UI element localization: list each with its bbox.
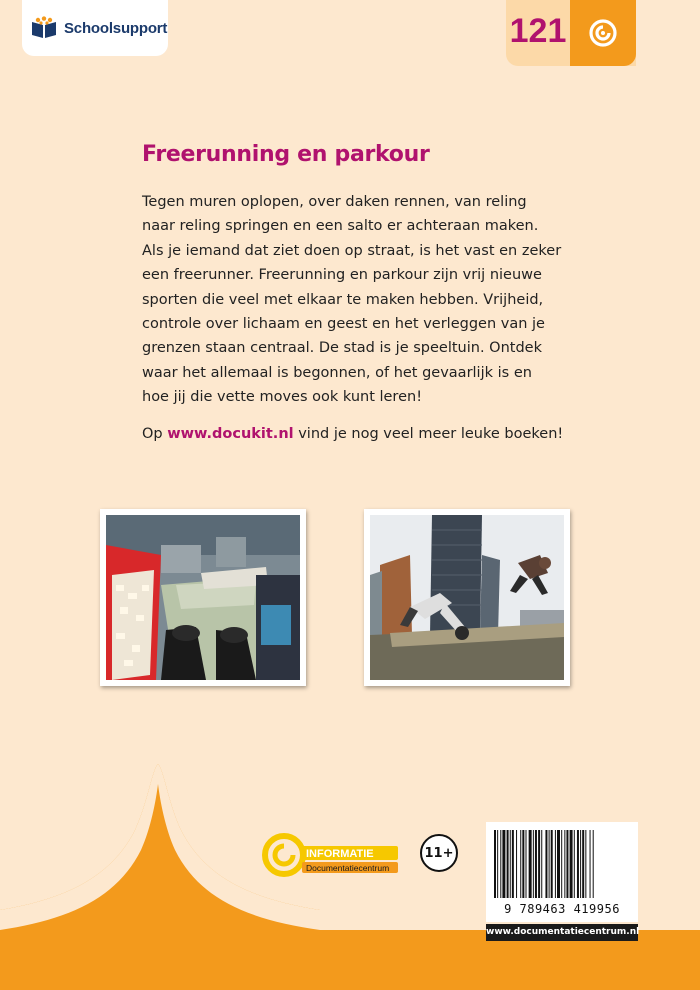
docukit-link[interactable]: www.docukit.nl — [167, 426, 294, 442]
photo-city-freerunner — [364, 509, 570, 686]
publisher-website[interactable]: www.documentatiecentrum.nl — [486, 924, 638, 941]
description-line: naar reling springen en een salto er achteraan maken. — [142, 218, 539, 235]
imprint-subtitle: Documentatiecentrum — [306, 863, 390, 873]
description-line: een freerunner. Freerunning en parkour zijn vrij nieuwe — [142, 267, 542, 284]
imprint-title: INFORMATIE — [306, 848, 374, 860]
series-badge — [570, 0, 636, 66]
age-rating-badge: 11+ — [420, 834, 458, 872]
promo-text — [142, 426, 563, 442]
promo-suffix: vind je nog veel meer leuke boeken! — [293, 426, 564, 442]
description-line: Als je iemand dat ziet doen op straat, is het vast en zeker — [142, 242, 562, 259]
series-number: 121 — [509, 12, 567, 50]
publisher-name: Schoolsupport — [64, 19, 168, 37]
book-description — [142, 190, 562, 410]
isbn-barcode — [486, 822, 638, 922]
book-icon — [30, 16, 58, 40]
book-title: Freerunning en parkour — [142, 142, 430, 167]
description-line: sporten die veel met elkaar te maken hebben. Vrijheid, — [142, 291, 544, 308]
description-line: Tegen muren oplopen, over daken rennen, van reling — [142, 194, 527, 210]
isbn-number: 9 789463 419956 — [504, 902, 620, 916]
description-line: grenzen staan centraal. De stad is je speeltuin. Ontdek — [142, 340, 542, 357]
photo-parkour-gym — [100, 509, 306, 686]
promo-prefix: Op — [142, 426, 168, 442]
swirl-icon — [589, 19, 617, 47]
publisher-logo — [22, 0, 168, 56]
description-line: controle over lichaam en geest en het verleggen van je — [142, 316, 545, 333]
description-line: hoe jij die vette moves ook kunt leren! — [142, 389, 423, 406]
barcode-bars — [492, 830, 632, 900]
description-line: waar het allemaal is begonnen, of het gevaarlijk is en — [142, 364, 532, 381]
imprint-logo — [262, 832, 402, 878]
series-number-tab — [506, 0, 636, 66]
